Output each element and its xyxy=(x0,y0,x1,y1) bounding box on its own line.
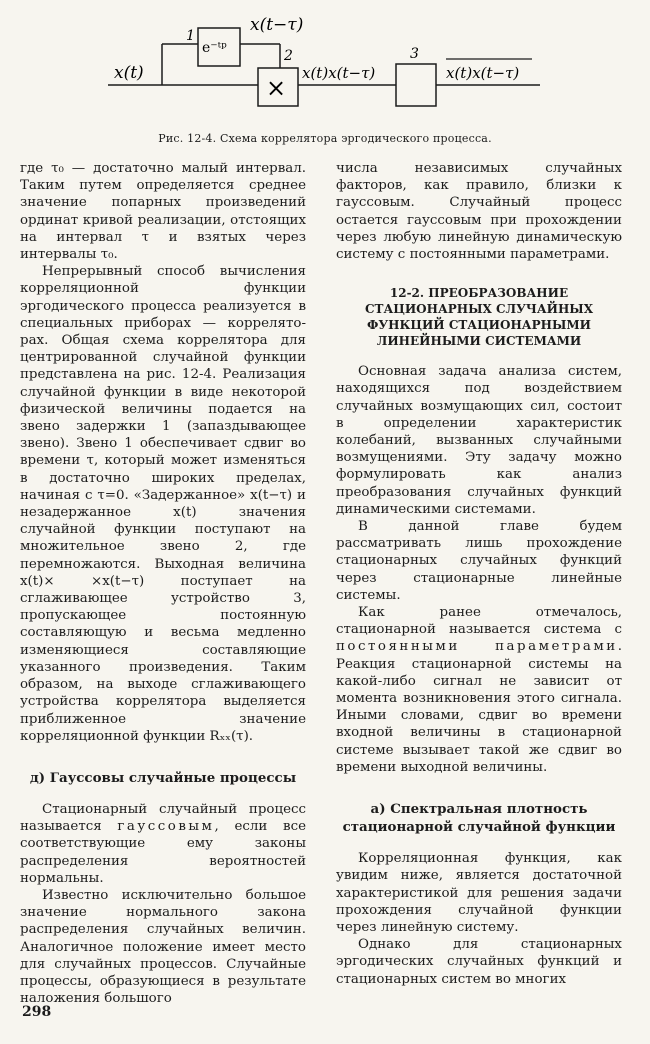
text-run: , если все соответствующие ему законы распределения вероятностей нормальны. xyxy=(20,819,306,886)
block3-number: 3 xyxy=(410,46,419,62)
spaced-term: гауссовым xyxy=(117,819,215,835)
block1-label: e⁻ᵗᵖ xyxy=(202,40,227,56)
heading-line: стационарной случайной функции xyxy=(342,819,616,836)
paragraph: числа независимых случайных факторов, как правило, близки к гауссовым. Случайный процесс остается гауссовым при прохождении через любую линейную динамическую систему с постоянными параметрами. xyxy=(336,161,622,263)
input-label: x(t) xyxy=(114,63,144,83)
left-column xyxy=(20,160,306,1007)
block1-number: 1 xyxy=(186,28,195,44)
paragraph: Известно исключительно большое значение нормального закона распределения случайных величин. Аналогичное положение имеет место для случайных процессов. Случайные процессы, образующиеся в результате наложения большого xyxy=(20,887,306,1007)
paragraph: Корреляционная функция, как увидим ниже, является достаточной характеристикой для решения задачи прохождения случайной функции через линейную систему. xyxy=(336,851,622,935)
subsection-heading xyxy=(336,800,622,836)
delayed-label: x(t−τ) xyxy=(250,15,304,35)
paragraph: В данной главе будем рассматривать лишь прохождение стационарных случайных функций через стационарные линейные системы. xyxy=(336,519,622,603)
figure-caption: Рис. 12-4. Схема коррелятора эргодического процесса. xyxy=(158,132,492,145)
figure xyxy=(0,0,650,160)
paragraph: Непрерывный способ вычисления корреляционной функции эргодического процесса реализуется в специальных приборах — корреляторах. Общая схема коррелятора для центрированной случайной функции представлена на рис. 12-4. Реализация случайной функции в виде некоторой физической величины подается на звено задержки 1 (запаздывающее звено). Звено 1 обеспечивает сдвиг во времени τ, который может изменяться в достаточно широких пределах, начиная с τ=0. «Задержанное» x(t−τ) и незадержанное x(t) значения случайной функции поступают на множительное звено 2, где перемножаются. Выходная величина x(t)× ×x(t−τ) поступает на сглаживающее устройство 3, пропускающее постоянную составляющую и весьма медленно изменяющиеся составляющие указанного произведения. Таким образом, на выходе сглаживающего устройства коррелятора выделяется приближенное значение корреляционной функции Rₓₓ(τ). xyxy=(20,264,306,744)
block2-number: 2 xyxy=(284,48,293,64)
paragraph xyxy=(20,801,306,887)
paragraph xyxy=(336,604,622,776)
block2-symbol: × xyxy=(266,74,287,102)
heading-line: а) Спектральная плотность xyxy=(370,801,588,818)
spaced-term: постоянными параметрами xyxy=(336,639,618,655)
correlator-diagram xyxy=(0,0,650,132)
paragraph: Основная задача анализа систем, находящихся под воздействием случайных возмущающих сил, состоит в определении характеристик колебаний, вызванных случайными возмущениями. Эту задачу можно формулировать как анализ преобразования случайных функций динамическими системами. xyxy=(336,364,622,517)
output-label: x(t)x(t−τ) xyxy=(446,64,520,82)
page-number: 298 xyxy=(22,1004,52,1020)
paragraph: Однако для стационарных эргодических случайных функций и стационарных систем во многих xyxy=(336,937,622,987)
heading-line: СТАЦИОНАРНЫХ СЛУЧАЙНЫХ xyxy=(364,302,594,317)
heading-line: 12-2. ПРЕОБРАЗОВАНИЕ xyxy=(389,286,569,301)
heading-line: ЛИНЕЙНЫМИ СИСТЕМАМИ xyxy=(376,334,582,349)
right-column xyxy=(336,160,622,988)
text-run: Как ранее отмечалось, стационарной называется система с xyxy=(336,605,622,638)
paragraph: где τ₀ — достаточно малый интервал. Таким путем определяется среднее значение попарных произведений ординат кривой реализации, отстоящих на интервал τ и взятых через интервалы τ₀. xyxy=(20,161,306,263)
chapter-heading xyxy=(336,285,622,349)
text-run: . Реакция стационарной системы на какой-либо сигнал не зависит от момента возникновения этого сигнала. Иными словами, сдвиг во времени входной величины в стационарной системе вызывает такой же сдвиг во времени выходной величины. xyxy=(336,639,622,775)
section-heading: д) Гауссовы случайные процессы xyxy=(29,769,297,786)
product-label: x(t)x(t−τ) xyxy=(302,64,376,82)
heading-line: ФУНКЦИЙ СТАЦИОНАРНЫМИ xyxy=(367,318,591,333)
text-run: Стационарный случайный процесс называется xyxy=(20,801,306,835)
smoothing-block xyxy=(396,64,436,106)
